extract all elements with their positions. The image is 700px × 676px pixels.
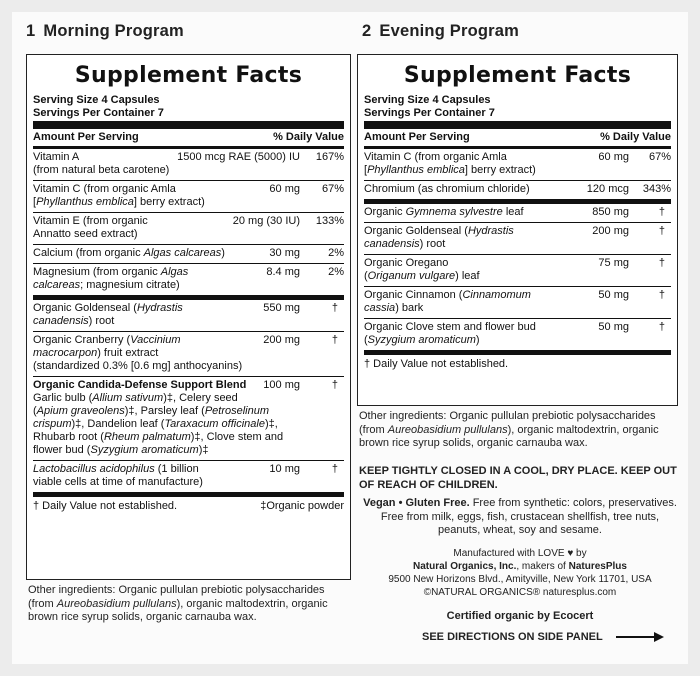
manufacturer-address: 9500 New Horizons Blvd., Amityville, New York 11701, USA xyxy=(388,574,652,585)
morning-other-ingredients: Other ingredients: Organic pullulan prebiotic polysaccharides (from Aureobasidium pullulans), organic maltodextrin, organic brown rice syrup solids, organic carnauba wax. xyxy=(28,584,328,623)
evening-other-ingredients: Other ingredients: Organic pullulan prebiotic polysaccharides (from Aureobasidium pullulans), organic maltodextrin, organic brown rice syrup solids, organic carnauba wax. xyxy=(359,410,659,449)
morning-nutrient-amount: 550 mg xyxy=(263,302,300,314)
evening-serving-size: Serving Size 4 Capsules xyxy=(364,94,491,106)
evening-nutrient-amount: 120 mcg xyxy=(586,183,629,195)
morning-nutrient-row xyxy=(33,461,344,497)
morning-nutrient-name: Vitamin C (from organic Amla [Phyllanthus emblica] berry extract) xyxy=(33,183,205,208)
evening-nutrient-row xyxy=(364,149,671,181)
morning-nutrient-amount: 20 mg (30 IU) xyxy=(232,215,300,227)
morning-footnote xyxy=(33,497,344,515)
morning-nutrient-dv: † xyxy=(331,334,338,346)
evening-header-dv: % Daily Value xyxy=(600,131,671,143)
morning-servings-per-container: Servings Per Container 7 xyxy=(33,106,164,119)
morning-program-label: Morning Program xyxy=(43,22,184,40)
morning-table-header xyxy=(33,129,344,149)
evening-program-title xyxy=(362,22,519,41)
evening-nutrient-dv: 343% xyxy=(642,183,671,195)
evening-nutrient-rows xyxy=(358,149,677,355)
evening-nutrient-row xyxy=(364,319,671,355)
morning-nutrient-amount: 30 mg xyxy=(269,247,300,259)
morning-nutrient-dv: 133% xyxy=(315,215,344,227)
evening-nutrient-amount: 850 mg xyxy=(592,206,629,218)
evening-nutrient-dv: † xyxy=(658,206,665,218)
evening-nutrient-amount: 200 mg xyxy=(592,225,629,237)
manufacturer-name: Natural Organics, Inc. xyxy=(413,561,517,572)
evening-program-label: Evening Program xyxy=(379,22,520,40)
morning-nutrient-row xyxy=(33,300,344,332)
morning-nutrient-row xyxy=(33,264,344,300)
morning-nutrient-dv: † xyxy=(331,302,338,314)
morning-nutrient-amount: 200 mg xyxy=(263,334,300,346)
evening-nutrient-row xyxy=(364,255,671,287)
morning-program-title xyxy=(26,22,184,41)
morning-facts-title: Supplement Facts xyxy=(74,63,303,88)
morning-footnote-organic: ‡Organic powder xyxy=(260,500,344,512)
morning-header-dv: % Daily Value xyxy=(273,131,344,143)
evening-nutrient-row xyxy=(364,223,671,255)
morning-footnote-dv: † Daily Value not established. xyxy=(33,500,178,512)
directions-line xyxy=(422,631,682,645)
morning-nutrient-dv: † xyxy=(331,379,338,391)
morning-nutrient-dv: 2% xyxy=(328,247,344,259)
evening-nutrient-dv: † xyxy=(658,289,665,301)
evening-footnote-dv: † Daily Value not established. xyxy=(364,358,509,370)
morning-nutrient-amount: 8.4 mg xyxy=(266,266,300,278)
evening-nutrient-row xyxy=(364,204,671,223)
morning-nutrient-amount: 1500 mcg RAE (5000) IU xyxy=(177,151,300,163)
evening-nutrient-name: Organic Cinnamon (Cinnamomum cassia) bark xyxy=(364,289,531,314)
makers-of-text: , makers of xyxy=(516,561,569,572)
morning-nutrient-name: Organic Candida-Defense Support Blend Garlic bulb (Allium sativum)‡, Celery seed (Apium graveolens)‡, Parsley leaf (Petroselinum crispum)‡, Dandelion leaf (Taraxacum officinale)‡, Rhubarb root (Rheum palmatum)‡, Clove stem and flower bud (Syzygium aromaticum)‡ xyxy=(33,379,284,456)
evening-servings-per-container: Servings Per Container 7 xyxy=(364,106,495,119)
evening-program-number: 2 xyxy=(362,22,372,40)
manufacturer-name-line xyxy=(359,560,681,573)
evening-thick-divider xyxy=(364,121,671,129)
morning-nutrient-amount: 10 mg xyxy=(269,463,300,475)
label-page xyxy=(12,12,688,664)
evening-nutrient-amount: 50 mg xyxy=(598,321,629,333)
evening-nutrient-name: Organic Goldenseal (Hydrastis canadensis) root xyxy=(364,225,514,250)
vegan-gluten-free-statement xyxy=(359,497,681,538)
morning-nutrient-row xyxy=(33,377,344,461)
evening-header-amount: Amount Per Serving xyxy=(364,131,470,143)
morning-nutrient-name: Vitamin E (from organic Annatto seed extract) xyxy=(33,215,148,240)
evening-nutrient-amount: 60 mg xyxy=(598,151,629,163)
manufactured-with-love: Manufactured with LOVE ♥ by xyxy=(453,548,587,559)
morning-nutrient-name: Calcium (from organic Algas calcareas) xyxy=(33,247,225,259)
evening-footnote xyxy=(364,355,671,373)
certified-organic: Certified organic by Ecocert xyxy=(446,610,594,622)
morning-nutrient-name: Magnesium (from organic Algas calcareas; magnesium citrate) xyxy=(33,266,189,291)
morning-nutrient-amount: 60 mg xyxy=(269,183,300,195)
morning-nutrient-name: Lactobacillus acidophilus (1 billion viable cells at time of manufacture) xyxy=(33,463,203,488)
evening-nutrient-name: Organic Gymnema sylvestre leaf xyxy=(364,206,524,218)
morning-nutrient-row xyxy=(33,181,344,213)
morning-nutrient-row xyxy=(33,332,344,377)
see-directions-text: SEE DIRECTIONS ON SIDE PANEL xyxy=(422,631,603,643)
copyright-website: ©NATURAL ORGANICS® naturesplus.com xyxy=(423,587,617,598)
evening-nutrient-amount: 75 mg xyxy=(598,257,629,269)
evening-nutrient-dv: † xyxy=(658,257,665,269)
morning-thick-divider xyxy=(33,121,344,129)
morning-nutrient-row xyxy=(33,149,344,181)
storage-warning: KEEP TIGHTLY CLOSED IN A COOL, DRY PLACE. KEEP OUT OF REACH OF CHILDREN. xyxy=(359,465,677,491)
morning-nutrient-row xyxy=(33,245,344,264)
evening-nutrient-row xyxy=(364,181,671,204)
evening-nutrient-dv: † xyxy=(658,225,665,237)
evening-nutrient-name: Chromium (as chromium chloride) xyxy=(364,183,530,195)
morning-nutrient-amount: 100 mg xyxy=(263,379,300,391)
vegan-gluten-free-label: Vegan • Gluten Free. xyxy=(363,497,470,509)
morning-nutrient-dv: 167% xyxy=(315,151,344,163)
evening-facts-title: Supplement Facts xyxy=(403,63,632,88)
arrow-right-icon xyxy=(616,631,664,643)
morning-nutrient-dv: 2% xyxy=(328,266,344,278)
evening-supplement-facts-panel xyxy=(357,54,678,406)
morning-header-amount: Amount Per Serving xyxy=(33,131,139,143)
evening-table-header xyxy=(364,129,671,149)
morning-nutrient-dv: † xyxy=(331,463,338,475)
morning-nutrient-row xyxy=(33,213,344,245)
morning-nutrient-dv: 67% xyxy=(321,183,344,195)
evening-nutrient-dv: † xyxy=(658,321,665,333)
morning-supplement-facts-panel xyxy=(26,54,351,580)
evening-nutrient-dv: 67% xyxy=(648,151,671,163)
evening-nutrient-row xyxy=(364,287,671,319)
evening-nutrient-name: Vitamin C (from organic Amla [Phyllanthus emblica] berry extract) xyxy=(364,151,536,176)
brand-name: NaturesPlus xyxy=(568,561,627,572)
morning-serving-size: Serving Size 4 Capsules xyxy=(33,94,160,106)
morning-program-number: 1 xyxy=(26,22,36,40)
morning-nutrient-name: Organic Goldenseal (Hydrastis canadensis) root xyxy=(33,302,183,327)
evening-nutrient-amount: 50 mg xyxy=(598,289,629,301)
evening-nutrient-name: Organic Oregano (Origanum vulgare) leaf xyxy=(364,257,480,282)
evening-nutrient-name: Organic Clove stem and flower bud (Syzygium aromaticum) xyxy=(364,321,536,346)
free-from-text: Free from synthetic: colors, preservatives. Free from milk, eggs, fish, crustacean shellfish, tree nuts, peanuts, wheat, soy and sesame. xyxy=(380,497,677,536)
manufacturer-info xyxy=(359,547,681,599)
morning-nutrient-rows xyxy=(27,149,350,497)
morning-nutrient-name: Vitamin A (from natural beta carotene) xyxy=(33,151,170,176)
morning-nutrient-name: Organic Cranberry (Vaccinium macrocarpon) fruit extract (standardized 0.3% [0.6 mg] anthocyanins) xyxy=(33,334,243,372)
